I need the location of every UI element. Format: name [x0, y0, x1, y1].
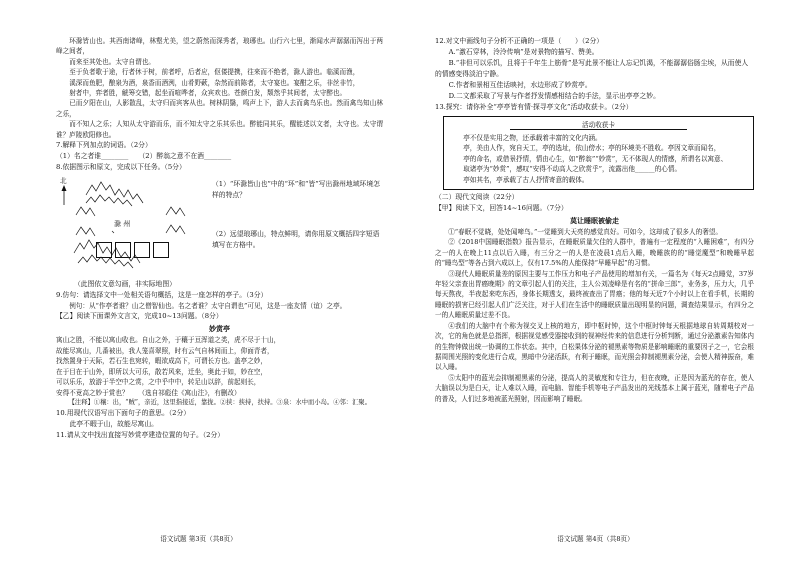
question-10-sentence: 此亭不暇于山，故能尽寓山。: [69, 419, 158, 428]
passage-a: [56, 36, 383, 140]
article-body: [435, 227, 754, 404]
answer-box[interactable]: [96, 242, 112, 258]
passage-b: [56, 335, 383, 397]
question-12-options: [435, 47, 754, 102]
passage-paragraph: 而不知人之乐；人知从太守游而乐，而不知太守之乐其乐也。醉能同其乐，醒能述以文者，太守也。太守谓谁？庐陵欧阳修也。: [56, 120, 383, 139]
map-figure: [56, 175, 383, 277]
section-2a-heading: 【甲】阅读下文，回答14~16问题。（7分）: [435, 204, 568, 213]
article-paragraph: ⑤太阳中的蓝光会抑制褪黑素的分泌，提高人的灵敏度和专注力，但在夜晚，正是因为蓝光的存在，使人大脑误以为是白天，让人难以入睡，而电脑、智能手机等电子产品发出的光线基本上属于蓝光，随着电子产品的普及，人们过多地被蓝光照射，因而影响了睡眠。: [435, 373, 754, 403]
map-place-label: 滁 州: [114, 220, 131, 229]
passage-paragraph: 射者中，弈者胜，觥筹交错，起坐而喧哗者，众宾欢也。苍颜白发，颓然乎其间者，太守醉也。: [69, 89, 347, 98]
passage-paragraph: 而来至其处也。太守自谓也。: [69, 57, 155, 66]
option-item: B.“非但可以乐饥，且将于千年生上筋骨”是写此景不能让人忘记饥渴，不能潺潺俗肠尘埃，从而使人的情感变得淡泊宁静。: [435, 59, 749, 78]
passage-b-line: 安得不竟高之妙于赏也？ （选自祁彪佳《寓山注》，有删改）: [56, 388, 241, 397]
card-line: 亭不仅是实用之物，还承载着丰富的文化内涵。: [463, 134, 602, 142]
page-footer-right: 语文试题 第4页（共8页）: [557, 535, 634, 543]
passage-paragraph: 至于负者歌于途，行者休于树，前者呼，后者应，伛偻提携，往来而不绝者，滁人游也。临溪而渔，: [69, 68, 360, 77]
passage-paragraph: 已而夕阳在山，人影散乱，太守归而宾客从也。树林阴翳，鸣声上下，游人去而禽鸟乐也。然而禽鸟知山林之乐，: [56, 99, 383, 118]
passage-b-line: 在于目在于山外，即所以大可乐，散若风来，迁坐，奥此于如，妙在空，: [56, 367, 267, 376]
activity-card: [443, 116, 754, 190]
section-b-heading: 【乙】阅读下面课外文言文，完成10~13问题。（8分）: [56, 312, 223, 321]
question-13: 13.探究：请你补全“亭亭皆有情·探寻亭文化”活动收获卡。（2分）: [435, 103, 633, 111]
question-9: 9.仿句：请选择文中一处相关语句概括，这是一座怎样的亭子。（3分）: [56, 291, 268, 300]
answer-boxes[interactable]: [96, 239, 172, 258]
article-paragraph: ④我们的大脑中有个称为视交叉上核的地方，即中枢时钟，这个中枢时钟每天根据地球自转周期校对一次，它的角色就是总指挥，根据视觉感受器接收到的视神经传来的信息进行分析判断，通过分泌激素告知体内的生物钟做出统一协调的工作状态。其中，白松果体分泌的褪黑素等物质是影响睡眠的重要因子之一，它会根据周围光照的变化进行合成，黑暗中分泌活跃，有利于睡眠，而光照会抑制褪黑素分泌，会使人精神振奋，难以入睡。: [435, 321, 754, 372]
article-paragraph: ③现代人睡眠质量差的原因主要与工作压力和电子产品使用的增加有关，一篇名为《每天2点睡觉，37岁年轻父亲查出胃癌晚期》的文章引起人们的关注，主人公刘凌峰是有名的“拼命三郎”，业务多，压力大，几乎每天熬夜，半夜起来吃东西，身体长期透支，最终被查出了胃癌；他的每天近7个小时以上在看手机，长期的睡眠的损害已经引起人们广泛关注，对于人们在生活中的睡眠质量出现明显的问题，调查结果显示，有四分之一的人睡眠质量过差不良。: [435, 269, 754, 320]
question-9-example: 例句：从“作亭者谁？山之僧智仙也。名之者谁？太守自谓也”可见，这是一座友情（谊）之亭。: [69, 302, 347, 311]
article-title: 莫让睡眠被偷走: [570, 216, 619, 226]
passage-b-line: 寓山之胜，不能以寓山收也。自山之外，于穰于亘浑道之类，虎不尽于十山，: [56, 336, 281, 345]
option-item: C.作者和景相互佳话映衬，水边形成了妙赏亭。: [448, 81, 592, 89]
section-2-heading: （二）现代文阅读（22分）: [435, 193, 519, 202]
passage-paragraph: 环滁皆山也。其西南诸峰，林壑尤美，望之蔚然而深秀者，琅琊也。山行六七里，渐闻水声潺潺而泻出于两峰之间者，: [56, 37, 383, 56]
answer-box[interactable]: [115, 242, 131, 258]
map-drawing: [56, 175, 206, 275]
question-10: 10.用现代汉语写出下面句子的意思。（2分）: [56, 408, 191, 417]
question-7: 7.解释下列加点的词语。（2分）: [56, 141, 152, 150]
question-7-items: （1）名之者谁________ （2）醉翁之意不在酒________: [56, 152, 232, 161]
map-north-label: 北: [60, 177, 67, 186]
question-12: 12.对文中画线句子分析不正确的一项是（ ）（2分）: [435, 37, 604, 45]
passage-b-line: 可以乐乐，放游于半空中之赏，之中乎中中，转足山以辞，前起则长，: [56, 378, 261, 387]
option-item: D.二文都采取了写景与作者抒发情感相结合的手法，显示出亭亭之妙。: [448, 92, 660, 100]
article-paragraph: ②《2018中国睡眠指数》报告显示，在睡眠质量欠佳的人群中，普遍有一定程度的“入睡困难”，有四分之一的人在晚上11点以后入睡，有三分之一的人是在凌晨1点后入睡，晚睡族的的“睡觉魔型”和晚睡早起的“睡鸟型”等各占到六成以上，仅有17.5%的人能保持“早睡早起”的习惯。: [435, 238, 754, 268]
article-paragraph: ①“春眠不觉晓，处处闻啼鸟。”一觉睡到大天亮的感觉真好。可如今，这却成了很多人的奢望。: [448, 228, 722, 237]
card-line: 亭如其名，亭承载了古人抒情寄意的载体。: [463, 175, 589, 184]
question-8: 8.依据图示和原文，完成以下任务。（5分）: [56, 163, 186, 172]
passage-b-title: 妙赏亭: [209, 324, 230, 334]
card-title: 活动收获卡: [510, 119, 687, 130]
question-8-2: （2）远望琅琊山，特点鲜明，请你用原文概括四字短语填写在方格中。: [212, 230, 380, 250]
question-11: 11.请从文中找出直接写妙赏亭建造位置的句子。（2分）: [56, 430, 225, 439]
map-caption: （此图依文意勾画，非实际地图）: [74, 280, 176, 289]
answer-box[interactable]: [134, 242, 150, 258]
card-line: 取诸亭为“妙赏”，感叹“安得不动高人之欣赏乎”，流露出他______的心情。: [463, 165, 682, 174]
card-line: 亭的命名，或借景抒情，情由心生，如“醉翁”“妙赏”，无不体现人的情感，所谓名以寓意、: [463, 154, 728, 163]
passage-b-line: 找然置身于天际，若石生也宛转，暇欲成高下，可谓长方也。盖亭之妙，: [56, 357, 267, 366]
passage-b-note: 【注释】①穰：出，“贼”，亲近，这里指接近，靠拢。②挟：挟持，扶持。③泉：水中而小岛。④邻：汇聚。: [68, 398, 371, 406]
passage-paragraph: 溪深而鱼肥，酿泉为酒，泉香而酒洌，山肴野蔌，杂然而前陈者，太守宴也。宴酣之乐，非丝非竹，: [69, 78, 360, 87]
card-body: [450, 133, 747, 185]
option-item: A.“激石穿林，泠泠传响”是对景物的描写、赞美。: [448, 48, 599, 56]
answer-box[interactable]: [153, 242, 169, 258]
question-8-1: （1）“环滁皆山也”中的“环”和“皆”写出滁州地域环境怎样的特点？: [212, 180, 380, 200]
page-footer-left: 语文试题 第3页（共8页）: [160, 535, 237, 543]
card-line: 亭，美由人作，宛自天工，亭的选址，依山傍水；亭的环境美不胜收。亭因文章而闻名，: [463, 144, 721, 153]
right-page: [397, 0, 794, 561]
passage-b-line: 故能尽寓山，几番被出，我人笼喜翠照，时有云气自林间而上，仰面青者，: [56, 346, 274, 355]
north-arrow-icon: [62, 185, 67, 205]
